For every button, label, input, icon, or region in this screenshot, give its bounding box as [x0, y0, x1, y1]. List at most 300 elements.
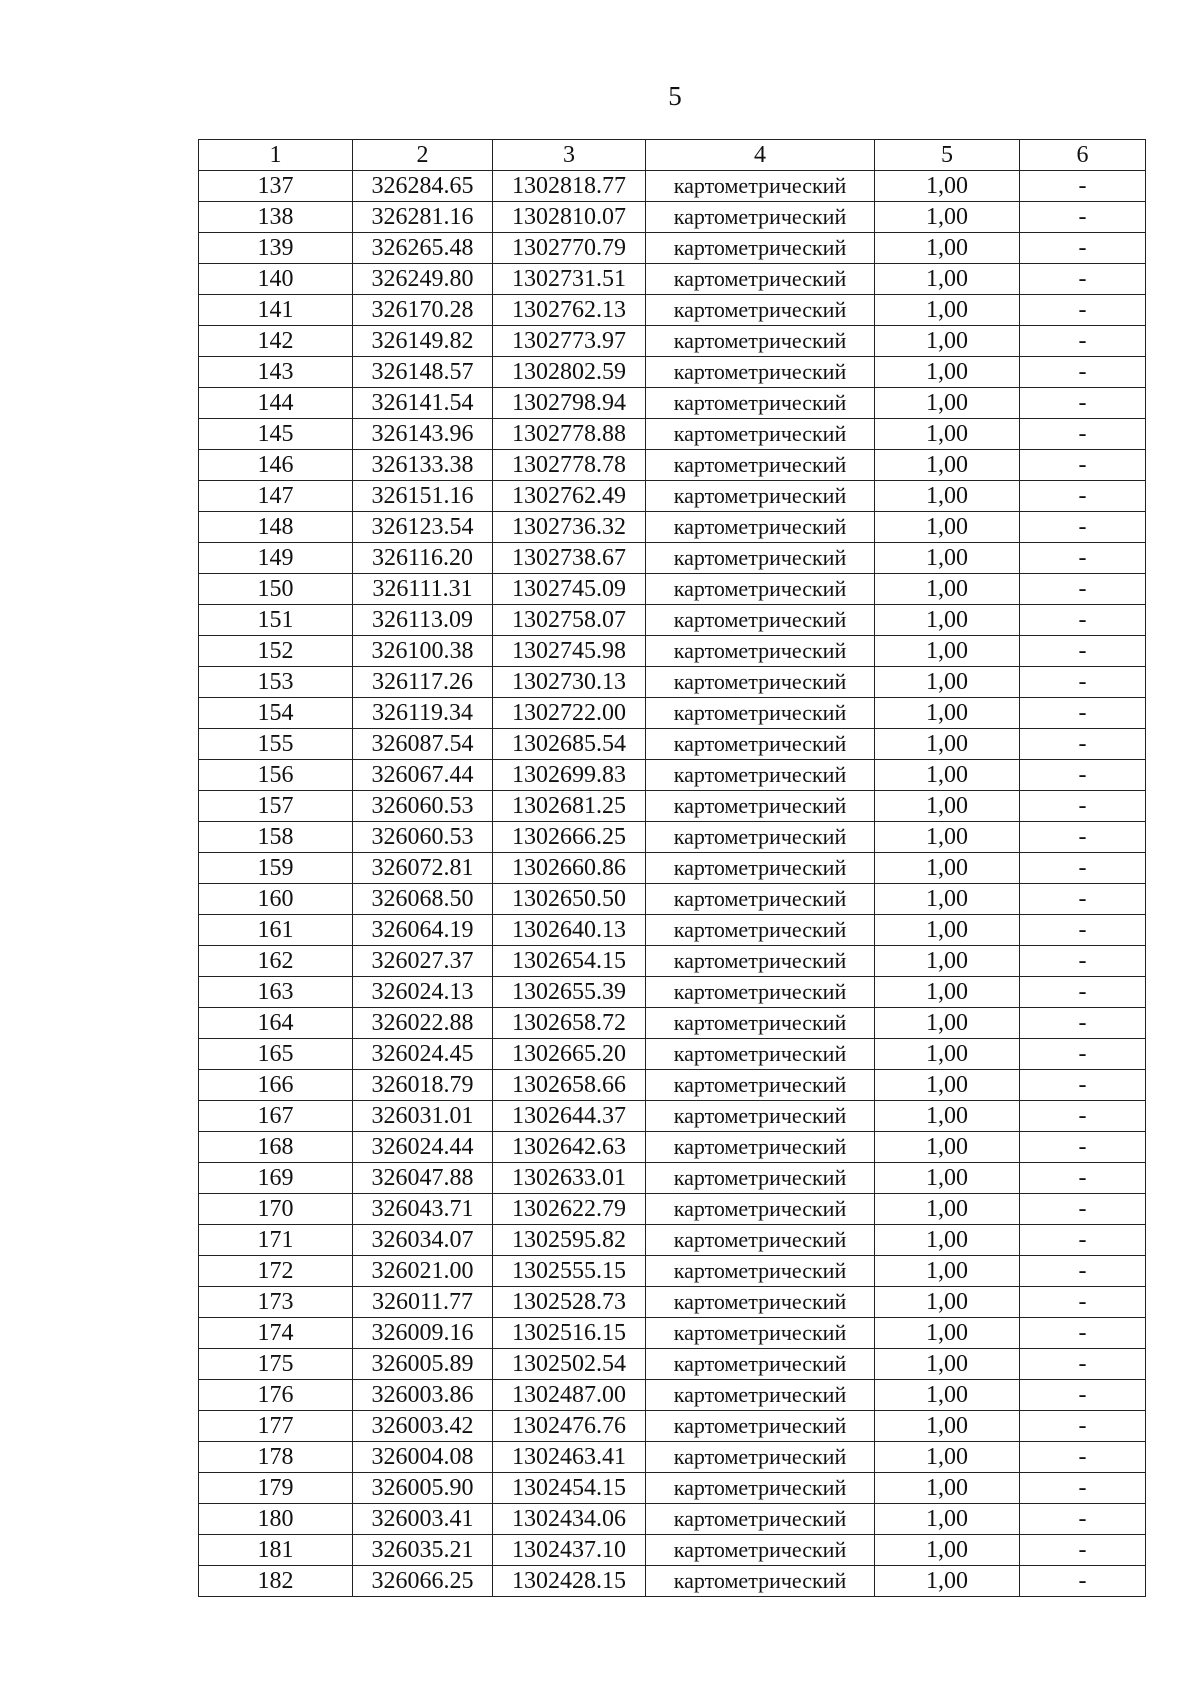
point-number-cell: 163: [199, 977, 353, 1008]
note-cell: -: [1020, 977, 1146, 1008]
y-coordinate-cell: 1302745.09: [493, 574, 646, 605]
y-coordinate-cell: 1302633.01: [493, 1163, 646, 1194]
accuracy-cell: 1,00: [875, 574, 1020, 605]
y-coordinate-cell: 1302640.13: [493, 915, 646, 946]
y-coordinate-cell: 1302660.86: [493, 853, 646, 884]
note-cell: -: [1020, 1318, 1146, 1349]
accuracy-cell: 1,00: [875, 853, 1020, 884]
table-row: [199, 1504, 1146, 1535]
table-row: [199, 388, 1146, 419]
method-cell: картометрический: [646, 481, 875, 512]
table-row: [199, 1101, 1146, 1132]
point-number-cell: 179: [199, 1473, 353, 1504]
y-coordinate-cell: 1302644.37: [493, 1101, 646, 1132]
x-coordinate-cell: 326035.21: [353, 1535, 493, 1566]
note-cell: -: [1020, 326, 1146, 357]
point-number-cell: 158: [199, 822, 353, 853]
note-cell: -: [1020, 481, 1146, 512]
x-coordinate-cell: 326003.41: [353, 1504, 493, 1535]
x-coordinate-cell: 326117.26: [353, 667, 493, 698]
x-coordinate-cell: 326151.16: [353, 481, 493, 512]
method-cell: картометрический: [646, 326, 875, 357]
table-row: [199, 202, 1146, 233]
point-number-cell: 151: [199, 605, 353, 636]
y-coordinate-cell: 1302650.50: [493, 884, 646, 915]
accuracy-cell: 1,00: [875, 946, 1020, 977]
x-coordinate-cell: 326087.54: [353, 729, 493, 760]
point-number-cell: 138: [199, 202, 353, 233]
y-coordinate-cell: 1302699.83: [493, 760, 646, 791]
y-coordinate-cell: 1302528.73: [493, 1287, 646, 1318]
point-number-cell: 168: [199, 1132, 353, 1163]
header-cell: 5: [875, 140, 1020, 171]
accuracy-cell: 1,00: [875, 822, 1020, 853]
method-cell: картометрический: [646, 171, 875, 202]
x-coordinate-cell: 326060.53: [353, 822, 493, 853]
note-cell: -: [1020, 760, 1146, 791]
table-row: [199, 171, 1146, 202]
y-coordinate-cell: 1302516.15: [493, 1318, 646, 1349]
accuracy-cell: 1,00: [875, 1008, 1020, 1039]
method-cell: картометрический: [646, 1349, 875, 1380]
x-coordinate-cell: 326281.16: [353, 202, 493, 233]
y-coordinate-cell: 1302770.79: [493, 233, 646, 264]
note-cell: -: [1020, 667, 1146, 698]
accuracy-cell: 1,00: [875, 636, 1020, 667]
point-number-cell: 144: [199, 388, 353, 419]
x-coordinate-cell: 326060.53: [353, 791, 493, 822]
table-row: [199, 1163, 1146, 1194]
note-cell: -: [1020, 1132, 1146, 1163]
point-number-cell: 175: [199, 1349, 353, 1380]
point-number-cell: 149: [199, 543, 353, 574]
y-coordinate-cell: 1302745.98: [493, 636, 646, 667]
y-coordinate-cell: 1302738.67: [493, 543, 646, 574]
accuracy-cell: 1,00: [875, 791, 1020, 822]
x-coordinate-cell: 326022.88: [353, 1008, 493, 1039]
accuracy-cell: 1,00: [875, 1039, 1020, 1070]
accuracy-cell: 1,00: [875, 1256, 1020, 1287]
accuracy-cell: 1,00: [875, 326, 1020, 357]
method-cell: картометрический: [646, 977, 875, 1008]
x-coordinate-cell: 326047.88: [353, 1163, 493, 1194]
y-coordinate-cell: 1302681.25: [493, 791, 646, 822]
table-row: [199, 1380, 1146, 1411]
accuracy-cell: 1,00: [875, 760, 1020, 791]
table-row: [199, 853, 1146, 884]
method-cell: картометрический: [646, 1070, 875, 1101]
point-number-cell: 162: [199, 946, 353, 977]
point-number-cell: 145: [199, 419, 353, 450]
x-coordinate-cell: 326009.16: [353, 1318, 493, 1349]
note-cell: -: [1020, 1473, 1146, 1504]
method-cell: картометрический: [646, 605, 875, 636]
point-number-cell: 150: [199, 574, 353, 605]
table-row: [199, 574, 1146, 605]
table-row: [199, 1535, 1146, 1566]
point-number-cell: 161: [199, 915, 353, 946]
accuracy-cell: 1,00: [875, 419, 1020, 450]
x-coordinate-cell: 326018.79: [353, 1070, 493, 1101]
accuracy-cell: 1,00: [875, 543, 1020, 574]
table-row: [199, 1318, 1146, 1349]
x-coordinate-cell: 326100.38: [353, 636, 493, 667]
point-number-cell: 173: [199, 1287, 353, 1318]
table-row: [199, 233, 1146, 264]
y-coordinate-cell: 1302802.59: [493, 357, 646, 388]
x-coordinate-cell: 326249.80: [353, 264, 493, 295]
note-cell: -: [1020, 1039, 1146, 1070]
method-cell: картометрический: [646, 1473, 875, 1504]
note-cell: -: [1020, 1535, 1146, 1566]
point-number-cell: 180: [199, 1504, 353, 1535]
x-coordinate-cell: 326284.65: [353, 171, 493, 202]
note-cell: -: [1020, 884, 1146, 915]
accuracy-cell: 1,00: [875, 1411, 1020, 1442]
table-row: [199, 1287, 1146, 1318]
note-cell: -: [1020, 915, 1146, 946]
table-row: [199, 977, 1146, 1008]
point-number-cell: 154: [199, 698, 353, 729]
y-coordinate-cell: 1302666.25: [493, 822, 646, 853]
table-row: [199, 729, 1146, 760]
point-number-cell: 143: [199, 357, 353, 388]
point-number-cell: 137: [199, 171, 353, 202]
table-row: [199, 1008, 1146, 1039]
table-row: [199, 1132, 1146, 1163]
y-coordinate-cell: 1302463.41: [493, 1442, 646, 1473]
note-cell: -: [1020, 1349, 1146, 1380]
note-cell: -: [1020, 791, 1146, 822]
y-coordinate-cell: 1302622.79: [493, 1194, 646, 1225]
table-row: [199, 1039, 1146, 1070]
y-coordinate-cell: 1302762.49: [493, 481, 646, 512]
note-cell: -: [1020, 1504, 1146, 1535]
table-row: [199, 698, 1146, 729]
method-cell: картометрический: [646, 450, 875, 481]
table-row: [199, 357, 1146, 388]
point-number-cell: 170: [199, 1194, 353, 1225]
point-number-cell: 171: [199, 1225, 353, 1256]
method-cell: картометрический: [646, 574, 875, 605]
note-cell: -: [1020, 1163, 1146, 1194]
method-cell: картометрический: [646, 512, 875, 543]
note-cell: -: [1020, 295, 1146, 326]
y-coordinate-cell: 1302818.77: [493, 171, 646, 202]
note-cell: -: [1020, 1287, 1146, 1318]
table-row: [199, 1442, 1146, 1473]
table-row: [199, 1349, 1146, 1380]
accuracy-cell: 1,00: [875, 1442, 1020, 1473]
y-coordinate-cell: 1302778.88: [493, 419, 646, 450]
x-coordinate-cell: 326148.57: [353, 357, 493, 388]
point-number-cell: 159: [199, 853, 353, 884]
y-coordinate-cell: 1302555.15: [493, 1256, 646, 1287]
y-coordinate-cell: 1302685.54: [493, 729, 646, 760]
point-number-cell: 178: [199, 1442, 353, 1473]
y-coordinate-cell: 1302722.00: [493, 698, 646, 729]
note-cell: -: [1020, 636, 1146, 667]
note-cell: -: [1020, 202, 1146, 233]
table-row: [199, 1225, 1146, 1256]
accuracy-cell: 1,00: [875, 698, 1020, 729]
table-body: [199, 140, 1146, 1597]
point-number-cell: 142: [199, 326, 353, 357]
point-number-cell: 148: [199, 512, 353, 543]
header-cell: 2: [353, 140, 493, 171]
method-cell: картометрический: [646, 1256, 875, 1287]
y-coordinate-cell: 1302476.76: [493, 1411, 646, 1442]
accuracy-cell: 1,00: [875, 977, 1020, 1008]
table-row: [199, 264, 1146, 295]
y-coordinate-cell: 1302778.78: [493, 450, 646, 481]
method-cell: картометрический: [646, 667, 875, 698]
table-row: [199, 791, 1146, 822]
x-coordinate-cell: 326119.34: [353, 698, 493, 729]
accuracy-cell: 1,00: [875, 481, 1020, 512]
method-cell: картометрический: [646, 419, 875, 450]
header-cell: 3: [493, 140, 646, 171]
table-row: [199, 450, 1146, 481]
method-cell: картометрический: [646, 1380, 875, 1411]
accuracy-cell: 1,00: [875, 915, 1020, 946]
note-cell: -: [1020, 853, 1146, 884]
method-cell: картометрический: [646, 1194, 875, 1225]
point-number-cell: 167: [199, 1101, 353, 1132]
note-cell: -: [1020, 171, 1146, 202]
y-coordinate-cell: 1302665.20: [493, 1039, 646, 1070]
x-coordinate-cell: 326004.08: [353, 1442, 493, 1473]
point-number-cell: 141: [199, 295, 353, 326]
accuracy-cell: 1,00: [875, 1473, 1020, 1504]
y-coordinate-cell: 1302731.51: [493, 264, 646, 295]
method-cell: картометрический: [646, 636, 875, 667]
point-number-cell: 181: [199, 1535, 353, 1566]
note-cell: -: [1020, 450, 1146, 481]
accuracy-cell: 1,00: [875, 729, 1020, 760]
page-number: 5: [668, 81, 682, 111]
x-coordinate-cell: 326072.81: [353, 853, 493, 884]
accuracy-cell: 1,00: [875, 1225, 1020, 1256]
table-row: [199, 884, 1146, 915]
method-cell: картометрический: [646, 946, 875, 977]
point-number-cell: 164: [199, 1008, 353, 1039]
accuracy-cell: 1,00: [875, 388, 1020, 419]
table-row: [199, 1070, 1146, 1101]
accuracy-cell: 1,00: [875, 1163, 1020, 1194]
x-coordinate-cell: 326123.54: [353, 512, 493, 543]
note-cell: -: [1020, 1256, 1146, 1287]
accuracy-cell: 1,00: [875, 1101, 1020, 1132]
accuracy-cell: 1,00: [875, 357, 1020, 388]
method-cell: картометрический: [646, 1039, 875, 1070]
method-cell: картометрический: [646, 202, 875, 233]
accuracy-cell: 1,00: [875, 1535, 1020, 1566]
accuracy-cell: 1,00: [875, 1287, 1020, 1318]
table-row: [199, 1473, 1146, 1504]
point-number-cell: 160: [199, 884, 353, 915]
y-coordinate-cell: 1302434.06: [493, 1504, 646, 1535]
point-number-cell: 156: [199, 760, 353, 791]
point-number-cell: 174: [199, 1318, 353, 1349]
method-cell: картометрический: [646, 915, 875, 946]
accuracy-cell: 1,00: [875, 605, 1020, 636]
accuracy-cell: 1,00: [875, 1070, 1020, 1101]
note-cell: -: [1020, 1442, 1146, 1473]
y-coordinate-cell: 1302658.72: [493, 1008, 646, 1039]
table-row: [199, 1256, 1146, 1287]
y-coordinate-cell: 1302428.15: [493, 1566, 646, 1597]
header-cell: 4: [646, 140, 875, 171]
y-coordinate-cell: 1302773.97: [493, 326, 646, 357]
point-number-cell: 182: [199, 1566, 353, 1597]
accuracy-cell: 1,00: [875, 512, 1020, 543]
point-number-cell: 152: [199, 636, 353, 667]
accuracy-cell: 1,00: [875, 1380, 1020, 1411]
x-coordinate-cell: 326068.50: [353, 884, 493, 915]
point-number-cell: 176: [199, 1380, 353, 1411]
method-cell: картометрический: [646, 884, 875, 915]
method-cell: картометрический: [646, 853, 875, 884]
table-row: [199, 326, 1146, 357]
table-row: [199, 543, 1146, 574]
accuracy-cell: 1,00: [875, 1504, 1020, 1535]
point-number-cell: 155: [199, 729, 353, 760]
x-coordinate-cell: 326064.19: [353, 915, 493, 946]
method-cell: картометрический: [646, 1132, 875, 1163]
y-coordinate-cell: 1302810.07: [493, 202, 646, 233]
x-coordinate-cell: 326133.38: [353, 450, 493, 481]
table-row: [199, 512, 1146, 543]
accuracy-cell: 1,00: [875, 1318, 1020, 1349]
method-cell: картометрический: [646, 1504, 875, 1535]
point-number-cell: 140: [199, 264, 353, 295]
method-cell: картометрический: [646, 1287, 875, 1318]
note-cell: -: [1020, 946, 1146, 977]
y-coordinate-cell: 1302762.13: [493, 295, 646, 326]
method-cell: картометрический: [646, 233, 875, 264]
y-coordinate-cell: 1302502.54: [493, 1349, 646, 1380]
method-cell: картометрический: [646, 264, 875, 295]
x-coordinate-cell: 326111.31: [353, 574, 493, 605]
method-cell: картометрический: [646, 698, 875, 729]
method-cell: картометрический: [646, 295, 875, 326]
note-cell: -: [1020, 1380, 1146, 1411]
y-coordinate-cell: 1302454.15: [493, 1473, 646, 1504]
x-coordinate-cell: 326003.86: [353, 1380, 493, 1411]
header-row: [199, 140, 1146, 171]
x-coordinate-cell: 326067.44: [353, 760, 493, 791]
method-cell: картометрический: [646, 729, 875, 760]
method-cell: картометрический: [646, 543, 875, 574]
note-cell: -: [1020, 729, 1146, 760]
method-cell: картометрический: [646, 760, 875, 791]
y-coordinate-cell: 1302730.13: [493, 667, 646, 698]
table-row: [199, 946, 1146, 977]
accuracy-cell: 1,00: [875, 884, 1020, 915]
note-cell: -: [1020, 1194, 1146, 1225]
y-coordinate-cell: 1302655.39: [493, 977, 646, 1008]
y-coordinate-cell: 1302437.10: [493, 1535, 646, 1566]
x-coordinate-cell: 326011.77: [353, 1287, 493, 1318]
table-row: [199, 915, 1146, 946]
y-coordinate-cell: 1302658.66: [493, 1070, 646, 1101]
table-row: [199, 1194, 1146, 1225]
point-number-cell: 165: [199, 1039, 353, 1070]
table-row: [199, 667, 1146, 698]
x-coordinate-cell: 326003.42: [353, 1411, 493, 1442]
table-row: [199, 1411, 1146, 1442]
x-coordinate-cell: 326005.90: [353, 1473, 493, 1504]
point-number-cell: 147: [199, 481, 353, 512]
x-coordinate-cell: 326113.09: [353, 605, 493, 636]
y-coordinate-cell: 1302642.63: [493, 1132, 646, 1163]
method-cell: картометрический: [646, 1535, 875, 1566]
x-coordinate-cell: 326143.96: [353, 419, 493, 450]
point-number-cell: 177: [199, 1411, 353, 1442]
note-cell: -: [1020, 1101, 1146, 1132]
method-cell: картометрический: [646, 388, 875, 419]
table-row: [199, 1566, 1146, 1597]
table-row: [199, 419, 1146, 450]
x-coordinate-cell: 326005.89: [353, 1349, 493, 1380]
point-number-cell: 169: [199, 1163, 353, 1194]
table-row: [199, 481, 1146, 512]
accuracy-cell: 1,00: [875, 202, 1020, 233]
point-number-cell: 157: [199, 791, 353, 822]
x-coordinate-cell: 326265.48: [353, 233, 493, 264]
method-cell: картометрический: [646, 1411, 875, 1442]
note-cell: -: [1020, 264, 1146, 295]
x-coordinate-cell: 326141.54: [353, 388, 493, 419]
y-coordinate-cell: 1302798.94: [493, 388, 646, 419]
table-row: [199, 636, 1146, 667]
accuracy-cell: 1,00: [875, 1132, 1020, 1163]
table-row: [199, 760, 1146, 791]
point-number-cell: 139: [199, 233, 353, 264]
note-cell: -: [1020, 233, 1146, 264]
header-cell: 1: [199, 140, 353, 171]
method-cell: картометрический: [646, 1442, 875, 1473]
y-coordinate-cell: 1302758.07: [493, 605, 646, 636]
point-number-cell: 146: [199, 450, 353, 481]
accuracy-cell: 1,00: [875, 667, 1020, 698]
x-coordinate-cell: 326024.45: [353, 1039, 493, 1070]
y-coordinate-cell: 1302654.15: [493, 946, 646, 977]
x-coordinate-cell: 326034.07: [353, 1225, 493, 1256]
method-cell: картометрический: [646, 791, 875, 822]
x-coordinate-cell: 326149.82: [353, 326, 493, 357]
x-coordinate-cell: 326031.01: [353, 1101, 493, 1132]
accuracy-cell: 1,00: [875, 450, 1020, 481]
accuracy-cell: 1,00: [875, 264, 1020, 295]
x-coordinate-cell: 326170.28: [353, 295, 493, 326]
accuracy-cell: 1,00: [875, 1349, 1020, 1380]
note-cell: -: [1020, 388, 1146, 419]
note-cell: -: [1020, 357, 1146, 388]
point-number-cell: 172: [199, 1256, 353, 1287]
x-coordinate-cell: 326027.37: [353, 946, 493, 977]
method-cell: картометрический: [646, 357, 875, 388]
method-cell: картометрический: [646, 1008, 875, 1039]
method-cell: картометрический: [646, 1225, 875, 1256]
x-coordinate-cell: 326024.44: [353, 1132, 493, 1163]
accuracy-cell: 1,00: [875, 1194, 1020, 1225]
coordinates-table: [198, 139, 1146, 1597]
note-cell: -: [1020, 1566, 1146, 1597]
note-cell: -: [1020, 605, 1146, 636]
y-coordinate-cell: 1302487.00: [493, 1380, 646, 1411]
